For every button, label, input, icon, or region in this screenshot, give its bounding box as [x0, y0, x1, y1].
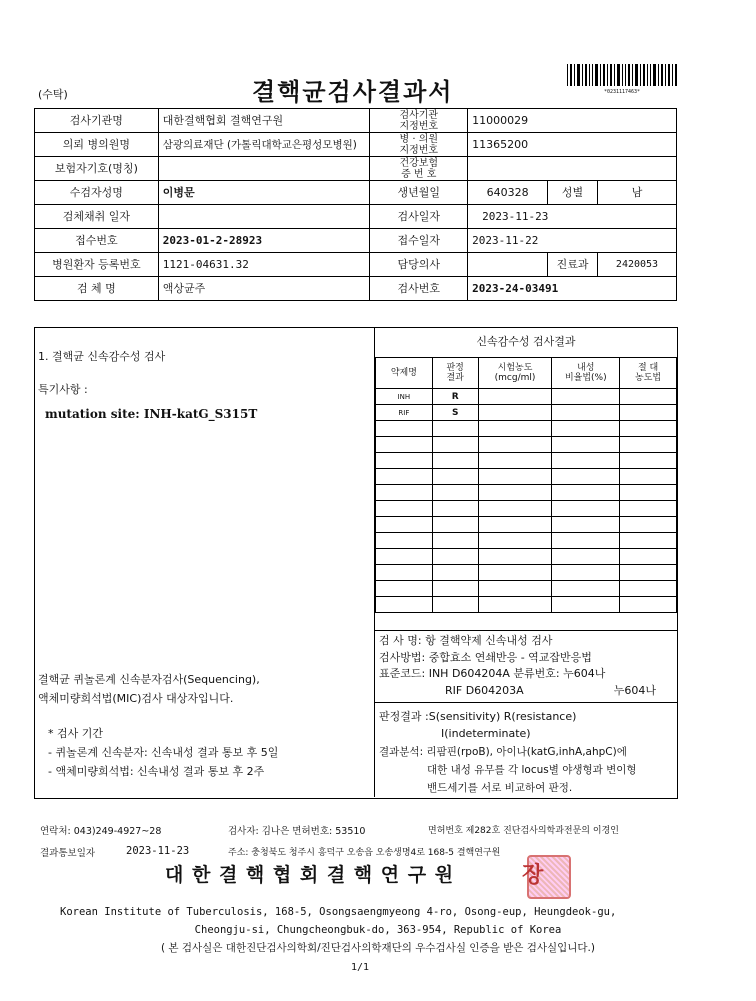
susceptibility-table — [375, 357, 677, 613]
patient-sex: 남 — [598, 181, 677, 205]
cell-label: 건강보험 증 번 호 — [370, 157, 468, 181]
cell-label: 담당의사 — [370, 253, 468, 277]
table-title: 신속감수성 검사결과 — [375, 327, 677, 358]
method-test-name: 검 사 명: 항 결핵약제 신속내성 검사 — [379, 634, 553, 647]
page-number: 1/1 — [350, 962, 370, 973]
address-kr: 주소: 충청북도 청주시 흥덕구 오송읍 오송생명4로 168-5 결핵연구원 — [228, 848, 501, 858]
drug-result: R — [432, 389, 478, 405]
institution-code: 11000029 — [468, 109, 677, 133]
hospital-reg-no: 1121-04631.32 — [158, 253, 370, 277]
patient-name: 이병문 — [158, 181, 370, 205]
referring-hospital: 삼광의료재단 (가톨릭대학교은평성모병원) — [158, 133, 370, 157]
method-rif-class: 누604나 — [613, 683, 656, 697]
insurance-no — [468, 157, 677, 181]
cell-label: 생년월일 — [370, 181, 468, 205]
cell-label: 검사기관명 — [35, 109, 159, 133]
specimen-name: 액상균주 — [158, 277, 370, 301]
receipt-date: 2023-11-22 — [468, 229, 677, 253]
cell-label: 검사기관 지정번호 — [370, 109, 468, 133]
cell-label: 검체채취 일자 — [35, 205, 159, 229]
receipt-number: 2023-01-2-28923 — [158, 229, 370, 253]
judgement-legend: 판정결과 :S(sensitivity) R(resistance) — [379, 710, 577, 723]
drug-name: INH — [376, 389, 433, 405]
analysis-line: 밴드세기를 서로 비교하여 판정. — [427, 782, 573, 794]
insurer-value — [158, 157, 370, 181]
cell-label: 검사일자 — [370, 205, 468, 229]
note-line: 액체미량희석법(MIC)검사 대상자입니다. — [38, 692, 234, 705]
barcode-icon — [567, 64, 677, 95]
birth-date: 640328 — [468, 181, 548, 205]
analysis-info — [379, 743, 637, 797]
cell-label: 병 · 의원 지정번호 — [370, 133, 468, 157]
column-header: 시험농도 (mcg/ml) — [478, 358, 552, 389]
remarks-label: 특기사항 : — [38, 383, 88, 396]
column-header: 내성 비율법(%) — [552, 358, 620, 389]
note-line: 결핵균 퀴놀론계 신속분자검사(Sequencing), — [38, 673, 260, 686]
cell-label: 진료과 — [548, 253, 598, 277]
barcode-number: *0231117463* — [603, 89, 641, 95]
cell-label: 접수번호 — [35, 229, 159, 253]
hospital-code: 11365200 — [468, 133, 677, 157]
mutation-site: mutation site: INH-katG_S315T — [45, 407, 258, 421]
judgement-info — [379, 708, 576, 742]
cell-label: 성별 — [548, 181, 598, 205]
cell-label: 검사번호 — [370, 277, 468, 301]
institution-name: 대한결핵협회 결핵연구원 — [158, 109, 370, 133]
column-header: 판정 결과 — [432, 358, 478, 389]
notify-date: 2023-11-23 — [126, 845, 190, 857]
dept-code: 2420053 — [598, 253, 677, 277]
organization-name: 대 한 결 핵 협 회 결 핵 연 구 원 — [165, 864, 455, 886]
column-header: 약제명 — [376, 358, 433, 389]
doctor-name — [468, 253, 548, 277]
stamp-char: 장 — [522, 863, 544, 888]
column-header: 절 대 농도법 — [620, 358, 677, 389]
method-rif-code: RIF D604203A — [445, 683, 524, 697]
method-standard-code: 표준코드: INH D604204A 분류번호: 누604나 — [379, 667, 606, 680]
period-block — [48, 724, 278, 781]
table-row — [376, 405, 677, 421]
certification-note: ( 본 검사실은 대한진단검사의학회/진단검사의학재단의 우수검사실 인증을 받은 검사실입니다.) — [160, 942, 595, 954]
header-info-table — [34, 108, 677, 301]
contact-info: 연락처: 043)249-4927~28 — [40, 826, 162, 837]
method-info — [379, 633, 656, 699]
cell-label: 보험자기호(명칭) — [35, 157, 159, 181]
section-title: 1. 결핵균 신속감수성 검사 — [38, 350, 166, 363]
cell-label: 검 체 명 — [35, 277, 159, 301]
receipt-tag: (수탁) — [38, 88, 68, 101]
collect-date — [158, 205, 370, 229]
period-line: - 퀴놀론계 신속분자: 신속내성 결과 통보 후 5일 — [48, 746, 279, 759]
cell-label: 접수일자 — [370, 229, 468, 253]
address-en-line2: Cheongju-si, Chungcheongbuk-do, 363-954, Republic of Korea — [194, 924, 562, 936]
analysis-line: 결과분석: 리팜핀(rpoB), 아이나(katG,inhA,ahpC)에 — [379, 746, 627, 758]
test-date: 2023-11-23 — [468, 205, 677, 229]
drug-name: RIF — [376, 405, 433, 421]
cell-label: 병원환자 등록번호 — [35, 253, 159, 277]
page-title: 결핵균검사결과서 — [252, 78, 454, 106]
specialist-info: 면허번호 제282호 진단검사의학과전문의 이경인 — [428, 826, 619, 836]
exam-number: 2023-24-03491 — [468, 277, 677, 301]
notes-block — [38, 670, 260, 708]
method-procedure: 검사방법: 중합효소 연쇄반응 - 역교잡반응법 — [379, 650, 592, 664]
drug-result: S — [432, 405, 478, 421]
analysis-line: 대한 내성 유무를 각 locus별 야생형과 변이형 — [427, 764, 637, 776]
period-line: - 액체미량희석법: 신속내성 결과 통보 후 2주 — [48, 765, 265, 778]
cell-label: 의뢰 병의원명 — [35, 133, 159, 157]
judgement-legend-2: I(indeterminate) — [441, 727, 531, 740]
address-en-line1: Korean Institute of Tuberculosis, 168-5, Osongsaengmyeong 4-ro, Osong-eup, Heungdeok-gu, — [60, 906, 617, 918]
notify-label: 결과통보일자 — [40, 848, 96, 859]
table-row — [376, 389, 677, 405]
tester-info: 검사자: 김나은 면허번호: 53510 — [228, 826, 366, 837]
period-title: * 검사 기간 — [48, 727, 103, 740]
cell-label: 수검자성명 — [35, 181, 159, 205]
